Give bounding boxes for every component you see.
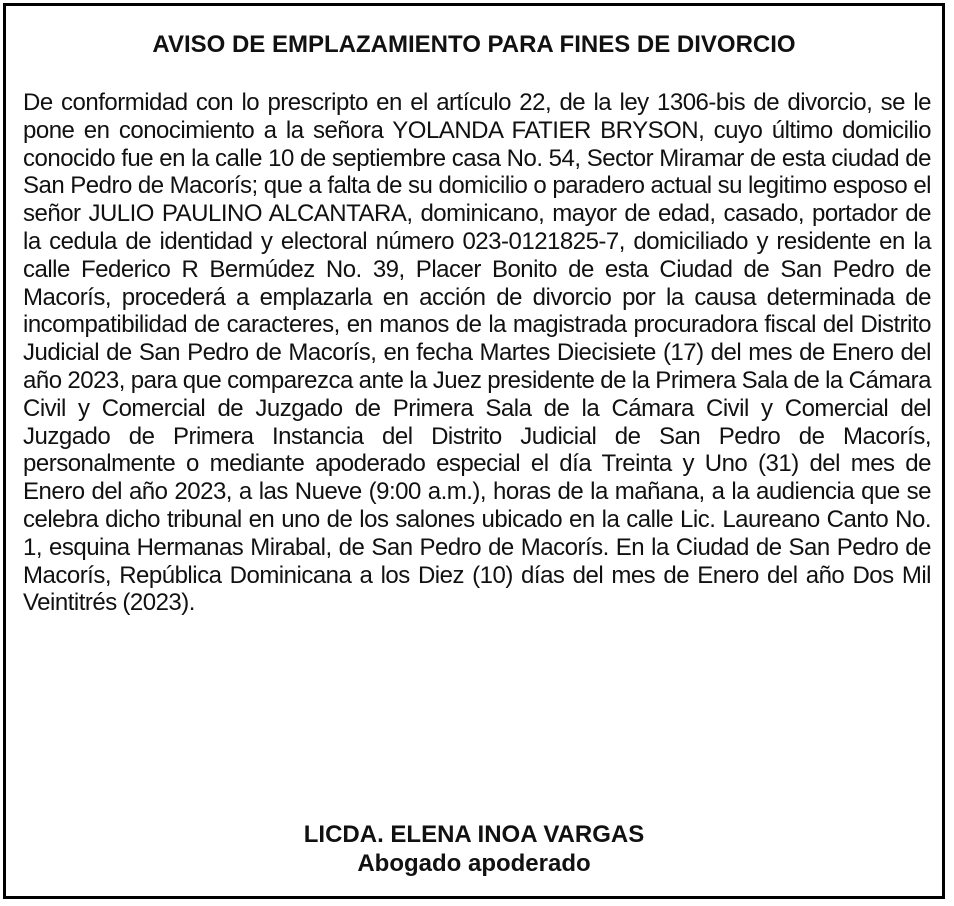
signature-name: LICDA. ELENA INOA VARGAS [303,821,645,848]
legal-notice-frame [3,3,945,899]
notice-body-text: De conformidad con lo prescripto en el artículo 22, de la ley 1306-bis de divorcio, se le pone en conocimiento a la señora YOLANDA FATIER BRYSON, cuyo último domicilio conocido fue en la calle 10 de septiembre casa No. 54, Sector Miramar de esta ciudad de San Pedro de Macorís; que a falta de su domicilio o paradero actual su legitimo esposo el señor JULIO PAULINO ALCANTARA, dominicano, mayor de edad, casado, portador de la cedula de identidad y electoral número 023-0121825-7, domiciliado y residente en la calle Federico R Bermúdez No. 39, Placer Bonito de esta Ciudad de San Pedro de Macorís, procederá a emplazarla en acción de divorcio por la causa determinada de incompatibilidad de caracteres, en manos de la magistrada procuradora fiscal del Distrito Judicial de San Pedro de Macorís, en fecha Martes Diecisiete (17) del mes de Enero del año 2023, para que comparezca ante la Juez presidente de la Primera Sala de la Cámara Civil y Comercial de Juzgado de Primera Sala de la Cámara Civil y Comercial del Juzgado de Primera Instancia del Distrito Judicial de San Pedro de Macorís, personalmente o mediante apoderado especial el día Treinta y Uno (31) del mes de Enero del año 2023, a las Nueve (9:00 a.m.), horas de la mañana, a la audiencia que se celebra dicho tribunal en uno de los salones ubicado en la calle Lic. Laureano Canto No. 1, esquina Hermanas Mirabal, de San Pedro de Macorís. En la Ciudad de San Pedro de Macorís, República Dominicana a los Diez (10) días del mes de Enero del año Dos Mil Veintitrés (2023). [23,89,931,617]
notice-title: AVISO DE EMPLAZAMIENTO PARA FINES DE DIVORCIO [152,31,796,58]
signature-role: Abogado apoderado [357,850,591,877]
signature-block [6,820,942,878]
